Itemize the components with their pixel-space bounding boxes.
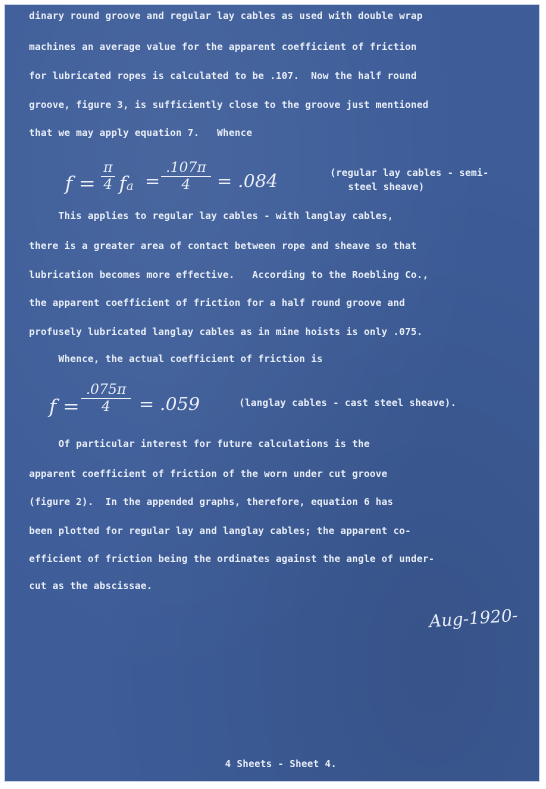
text-line: cut as the abscissae. xyxy=(29,581,153,592)
equation-2-fraction-075pi-over-4 xyxy=(81,383,131,414)
handwritten-date: Aug-1920- xyxy=(428,605,519,633)
text-line: apparent coefficient of friction of the worn under cut groove xyxy=(29,469,388,480)
text-line: for lubricated ropes is calculated to be .107. Now the half round xyxy=(29,71,417,82)
fa-subscript: a xyxy=(126,179,134,193)
text-line: This applies to regular lay cables - with langlay cables, xyxy=(29,211,394,222)
equation-1-note-line-2: steel sheave) xyxy=(348,182,425,193)
fraction-denominator: 4 xyxy=(181,177,191,193)
fraction-denominator: 4 xyxy=(103,177,113,193)
blueprint-sheet xyxy=(4,4,540,782)
sheet-footer: 4 Sheets - Sheet 4. xyxy=(225,759,337,770)
fa-symbol: f xyxy=(119,171,127,195)
text-line: groove, figure 3, is sufficiently close to the groove just mentioned xyxy=(29,100,429,111)
equation-2-note: (langlay cables - cast steel sheave). xyxy=(239,398,457,409)
fraction-denominator: 4 xyxy=(101,399,111,415)
fraction-numerator: .107π xyxy=(165,160,207,176)
text-line: Of particular interest for future calculations is the xyxy=(29,439,370,450)
fraction-numerator: .075π xyxy=(85,382,127,398)
text-line: lubrication becomes more effective. According to the Roebling Co., xyxy=(29,270,429,281)
text-line: dinary round groove and regular lay cables as used with double wrap xyxy=(29,11,423,22)
equation-1-note-line-1: (regular lay cables - semi- xyxy=(330,168,489,179)
text-line: (figure 2). In the appended graphs, therefore, equation 6 has xyxy=(29,497,394,508)
equation-1-result: = .084 xyxy=(217,171,278,192)
text-line: machines an average value for the apparent coefficient of friction xyxy=(29,42,417,53)
equation-1-equals: = xyxy=(145,171,161,192)
text-line: that we may apply equation 7. Whence xyxy=(29,128,253,139)
equation-1-fraction-pi-over-4 xyxy=(101,161,115,192)
text-line: efficient of friction being the ordinates against the angle of under- xyxy=(29,554,435,565)
equation-2-lhs: f = xyxy=(49,394,80,418)
equation-1-fraction-107pi-over-4 xyxy=(161,161,211,192)
text-line: profusely lubricated langlay cables as in mine hoists is only .075. xyxy=(29,327,423,338)
fraction-numerator: π xyxy=(103,160,113,176)
equation-2-result: = .059 xyxy=(139,394,200,415)
equation-1-lhs: f = xyxy=(65,171,96,195)
equation-1-fa xyxy=(119,171,134,195)
text-line: been plotted for regular lay and langlay cables; the apparent co- xyxy=(29,526,411,537)
text-line: the apparent coefficient of friction for a half round groove and xyxy=(29,298,406,309)
text-line: there is a greater area of contact between rope and sheave so that xyxy=(29,241,417,252)
text-line: Whence, the actual coefficient of friction is xyxy=(29,354,323,365)
